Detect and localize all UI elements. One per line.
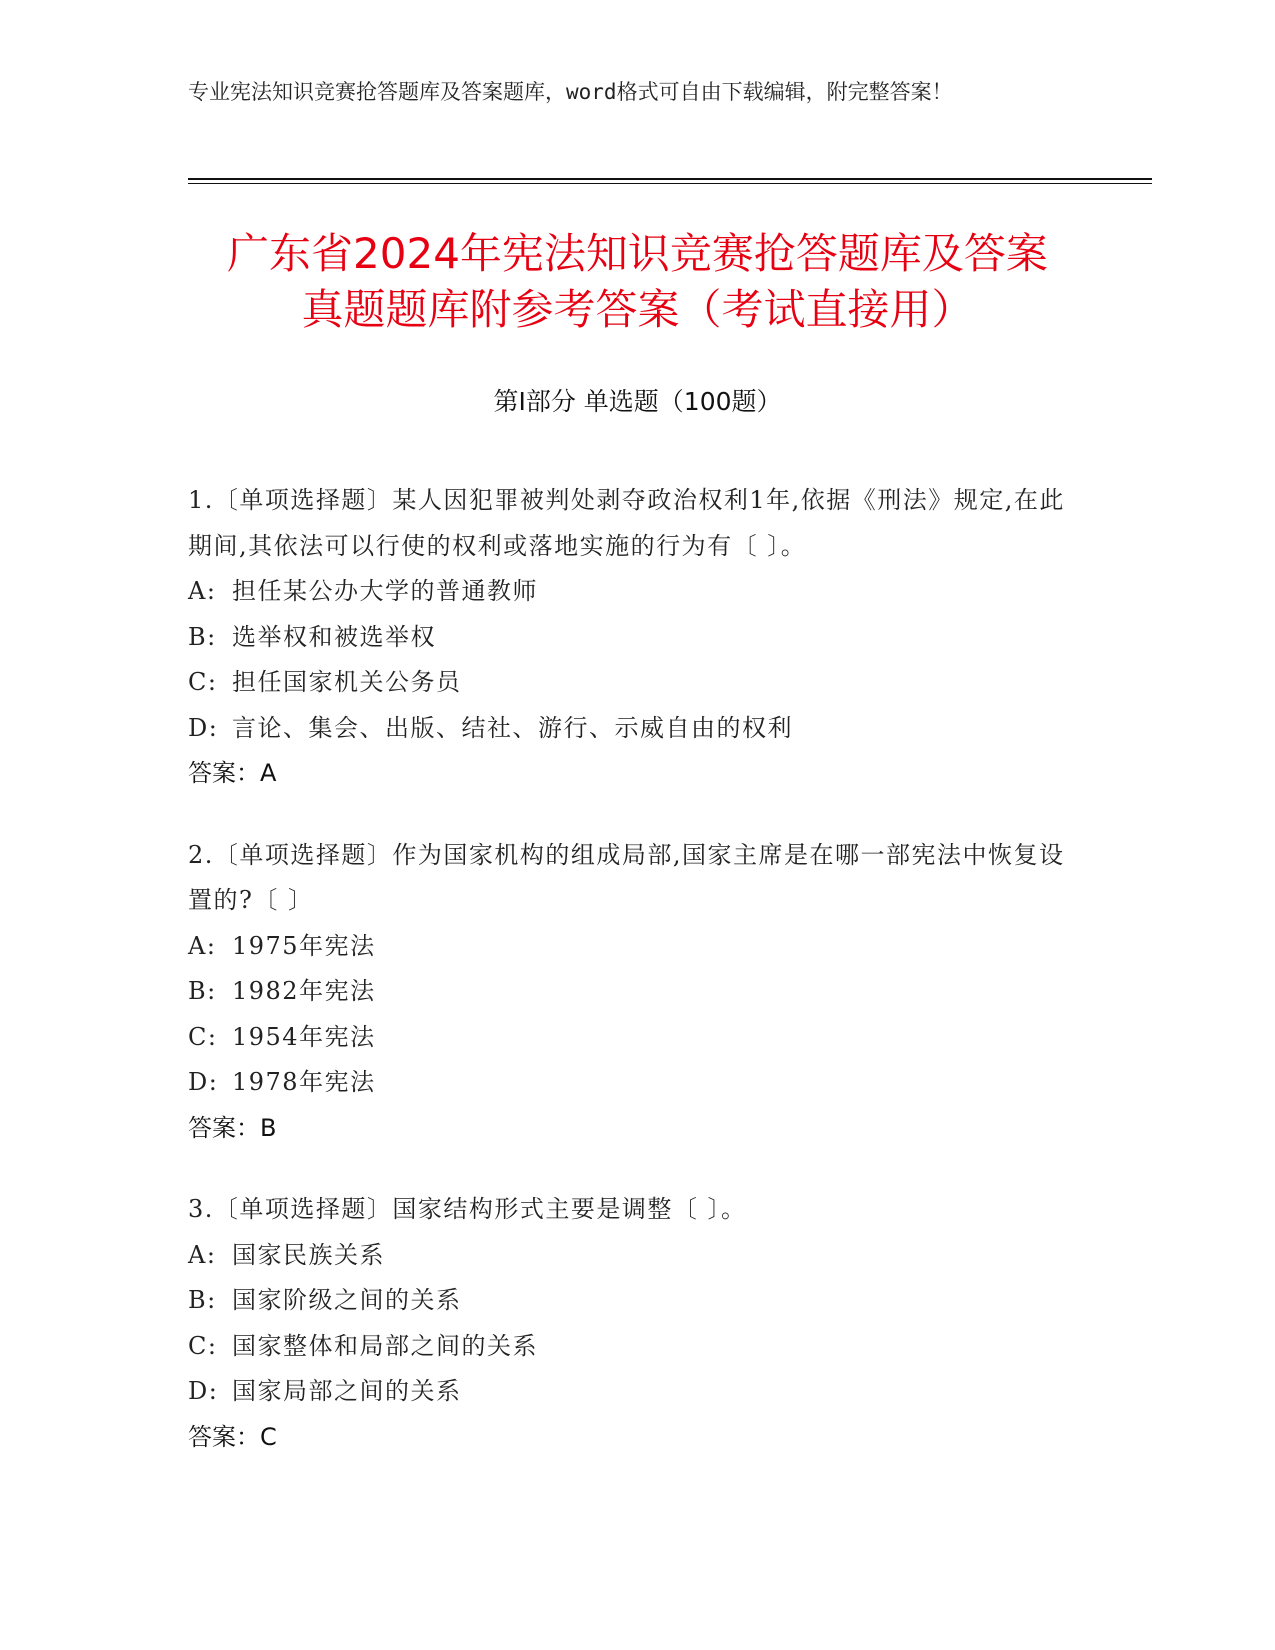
option-text: 1982年宪法 xyxy=(232,977,376,1005)
option-key: B: xyxy=(188,977,217,1005)
question-text: 1.〔单项选择题〕某人因犯罪被判处剥夺政治权利1年,依据《刑法》规定,在此期间,其依法可以行使的权利或落地实施的行为有〔 〕。 xyxy=(188,486,1065,560)
option-a xyxy=(188,569,1088,615)
question-list xyxy=(188,478,1088,1496)
option-key: B: xyxy=(188,622,217,651)
header-rule-thin xyxy=(188,183,1152,184)
answer: 答案：B xyxy=(188,1113,277,1142)
section-title: 第Ⅰ部分 单选题（100题） xyxy=(493,387,782,416)
option-d xyxy=(188,1369,1088,1415)
title-line-2: 真题题库附参考答案（考试直接用） xyxy=(301,285,974,334)
option-key: D: xyxy=(188,1377,219,1405)
option-key: A: xyxy=(188,577,217,605)
option-text: 国家阶级之间的关系 xyxy=(232,1286,462,1314)
option-d xyxy=(188,706,1088,752)
option-key: A: xyxy=(188,1240,217,1269)
option-key: A: xyxy=(188,931,217,960)
option-key: C: xyxy=(188,668,218,696)
answer: 答案：C xyxy=(188,1422,277,1451)
option-a xyxy=(188,1233,1088,1279)
header-note: 专业宪法知识竞赛抢答题库及答案题库，word格式可自由下载编辑，附完整答案！ xyxy=(188,80,953,104)
option-c xyxy=(188,1324,1088,1370)
option-c xyxy=(188,1015,1088,1061)
option-key: C: xyxy=(188,1022,218,1051)
option-text: 担任国家机关公务员 xyxy=(232,668,462,696)
option-text: 国家整体和局部之间的关系 xyxy=(232,1331,538,1360)
answer: 答案：A xyxy=(188,759,277,787)
option-b xyxy=(188,969,1088,1015)
question-text: 3.〔单项选择题〕国家结构形式主要是调整〔 〕。 xyxy=(188,1195,747,1223)
question-1 xyxy=(188,478,1088,797)
option-a xyxy=(188,924,1088,970)
option-key: D: xyxy=(188,1068,219,1096)
option-c xyxy=(188,660,1088,706)
option-text: 担任某公办大学的普通教师 xyxy=(232,577,538,605)
option-text: 国家局部之间的关系 xyxy=(232,1377,462,1405)
option-key: C: xyxy=(188,1331,218,1360)
question-2 xyxy=(188,833,1088,1152)
option-b xyxy=(188,1278,1088,1324)
option-text: 言论、集会、出版、结社、游行、示威自由的权利 xyxy=(232,713,793,742)
option-text: 1954年宪法 xyxy=(232,1022,376,1051)
option-text: 国家民族关系 xyxy=(232,1240,385,1269)
option-text: 1978年宪法 xyxy=(232,1068,376,1096)
title-line-1: 广东省2024年宪法知识竞赛抢答题库及答案 xyxy=(227,229,1048,278)
option-key: B: xyxy=(188,1286,217,1314)
option-b xyxy=(188,615,1088,661)
document-title xyxy=(150,226,1125,338)
option-text: 选举权和被选举权 xyxy=(232,622,436,651)
question-3 xyxy=(188,1187,1088,1460)
question-text: 2.〔单项选择题〕作为国家机构的组成局部,国家主席是在哪一部宪法中恢复设置的?〔 〕 xyxy=(188,840,1065,914)
option-key: D: xyxy=(188,713,219,742)
option-text: 1975年宪法 xyxy=(232,931,376,960)
option-d xyxy=(188,1060,1088,1106)
header-rule-thick xyxy=(188,178,1152,180)
